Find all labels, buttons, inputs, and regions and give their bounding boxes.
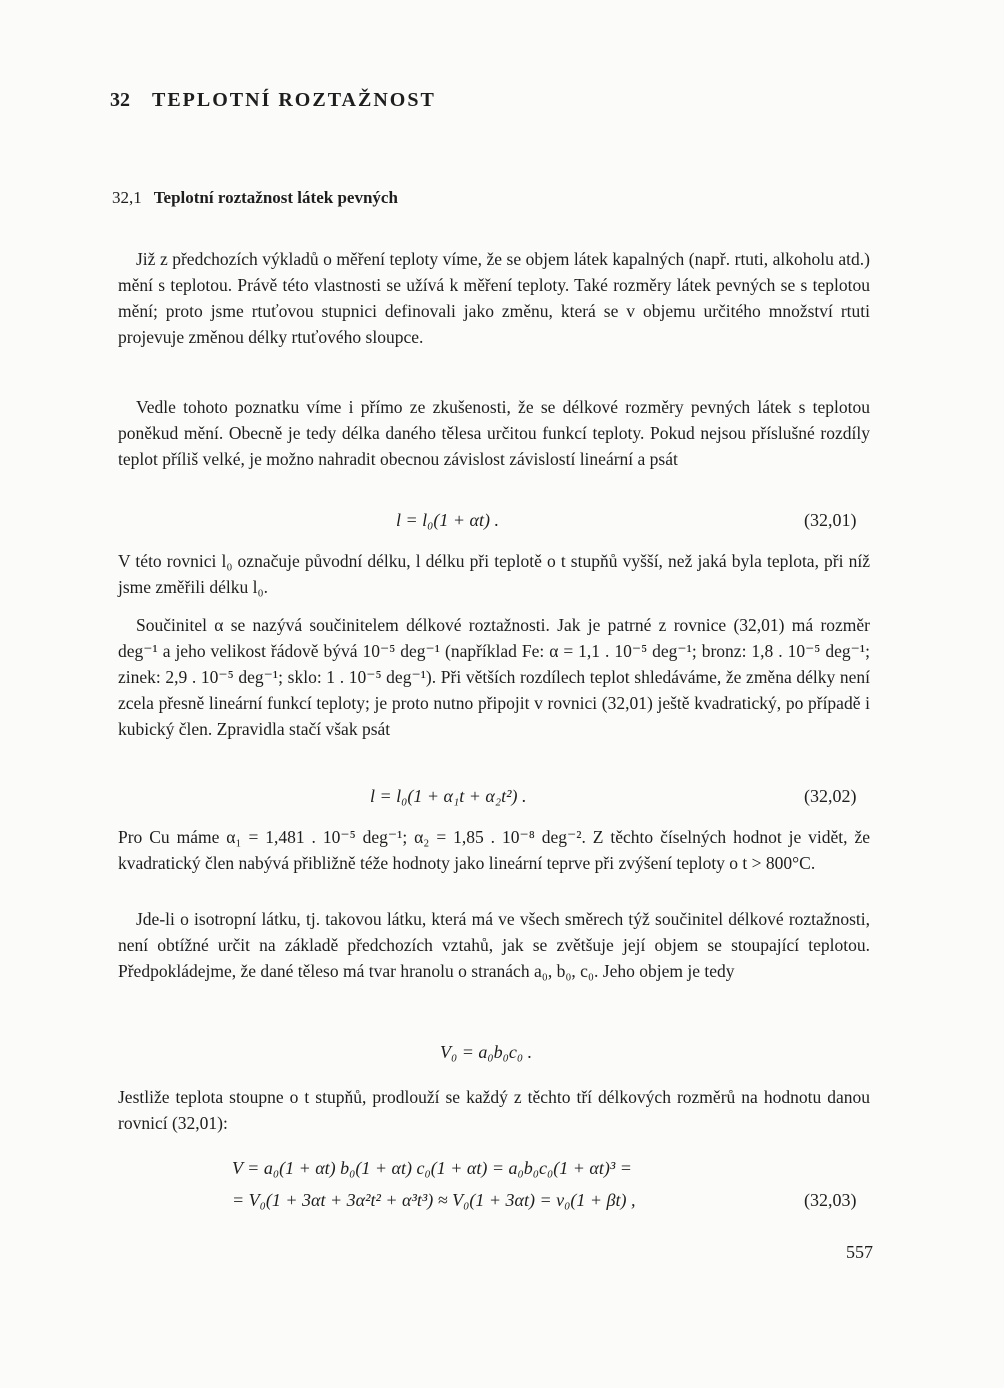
chapter-heading <box>110 89 436 112</box>
chapter-title: TEPLOTNÍ ROZTAŽNOST <box>152 89 436 111</box>
equation-32-01: l = l₀(1 + αt) . <box>396 510 499 530</box>
paragraph-2: Vedle tohoto poznatku víme i přímo ze zkušenosti, že se délkové rozměry pevných látek s teplotou poněkud mění. Obecně je tedy délka daného tělesa určitou funkcí teploty. Pokud nejsou příslušné rozdíly teplot příliš velké, je možno nahradit obecnou závislost závislostí lineární a psát <box>118 397 870 469</box>
paragraph-6: Jde-li o isotropní látku, tj. takovou látku, která má ve všech směrech týž součinitel délkové roztažnosti, není obtížné určit na základě předchozích vztahů, jak se zvětšuje její objem se stoupající teplotou. Předpokládejme, že dané těleso má tvar hranolu o stranách a₀, b₀, c₀. Jeho objem je tedy <box>118 909 870 981</box>
paragraph-7: Jestliže teplota stoupne o t stupňů, prodlouží se každý z těchto tří délkových rozměrů na hodnotu danou rovnicí (32,01): <box>118 1087 870 1133</box>
equation-number-32-03: (32,03) <box>804 1190 857 1210</box>
section-title: Teplotní roztažnost látek pevných <box>153 188 398 207</box>
equation-32-03-line-2: = V₀(1 + 3αt + 3α²t² + α³t³) ≈ V₀(1 + 3αt) = v₀(1 + βt) , <box>232 1190 636 1210</box>
equation-number-32-02: (32,02) <box>804 786 857 806</box>
equation-volume: V₀ = a₀b₀c₀ . <box>440 1042 533 1062</box>
section-heading <box>112 188 398 208</box>
paragraph-3: V této rovnici l₀ označuje původní délku, l délku při teplotě o t stupňů vyšší, než jaká byla teplota, při níž jsme změřili délku l₀. <box>118 551 870 597</box>
equation-number-32-01: (32,01) <box>804 510 857 530</box>
equation-32-02: l = l₀(1 + α₁t + α₂t²) . <box>370 786 527 806</box>
equation-32-03-line-1: V = a₀(1 + αt) b₀(1 + αt) c₀(1 + αt) = a₀b₀c₀(1 + αt)³ = <box>232 1158 632 1178</box>
chapter-number: 32 <box>110 89 130 111</box>
page-number: 557 <box>846 1242 873 1262</box>
paragraph-4: Součinitel α se nazývá součinitelem délkové roztažnosti. Jak je patrné z rovnice (32,01) má rozměr deg⁻¹ a jeho velikost řádově bývá 10⁻⁵ deg⁻¹ (například Fe: α = 1,1 . 10⁻⁵ deg⁻¹; bronz: 1,8 . 10⁻⁵ deg⁻¹; zinek: 2,9 . 10⁻⁵ deg⁻¹; sklo: 1 . 10⁻⁵ deg⁻¹). Při větších rozdílech teplot shledáváme, že změna délky není zcela přesně lineární funkcí teploty; je proto nutno připojit v rovnici (32,01) ještě kvadratický, po případě i kubický člen. Zpravidla stačí však psát <box>118 615 870 739</box>
paragraph-5: Pro Cu máme α₁ = 1,481 . 10⁻⁵ deg⁻¹; α₂ = 1,85 . 10⁻⁸ deg⁻². Z těchto číselných hodnot je vidět, že kvadratický člen nabývá přibližně téže hodnoty jako lineární teprve při zvýšení teploty o t > 800°C. <box>118 827 870 873</box>
section-number: 32,1 <box>112 188 142 207</box>
paragraph-1: Již z předchozích výkladů o měření teploty víme, že se objem látek kapalných (např. rtuti, alkoholu atd.) mění s teplotou. Právě této vlastnosti se užívá k měření teploty. Také rozměry látek pevných se s teplotou mění; proto jsme rtuťovou stupnici definovali jako změnu, která se v objemu určitého množství rtuti projevuje změnou délky rtuťového sloupce. <box>118 249 870 347</box>
